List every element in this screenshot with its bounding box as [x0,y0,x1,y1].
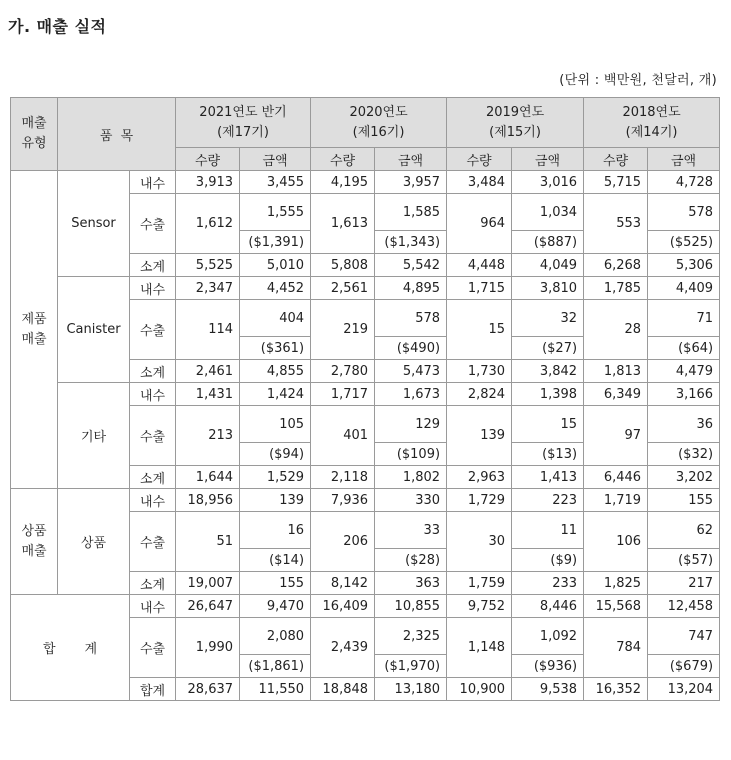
table-cell: 15,568 [584,595,648,618]
export-amount-cell: 2,325 [375,618,447,655]
table-cell: 16,352 [584,678,648,701]
row-label-export: 수출 [130,194,176,254]
item-name-cell: Canister [58,277,130,383]
table-cell: 12,458 [648,595,720,618]
table-cell: 1,717 [311,383,375,406]
table-cell: 4,195 [311,171,375,194]
export-amount-cell: 11 [512,512,584,549]
sales-table [10,97,720,701]
export-amount-cell: 1,034 [512,194,584,231]
table-row [11,171,720,194]
header-qty: 수량 [311,148,375,171]
table-cell: 3,166 [648,383,720,406]
table-cell: 4,728 [648,171,720,194]
table-cell: 1,644 [176,466,240,489]
export-qty-cell: 1,613 [311,194,375,254]
table-cell: 4,049 [512,254,584,277]
table-cell: 4,409 [648,277,720,300]
table-cell: 7,936 [311,489,375,512]
export-amount-cell: 578 [648,194,720,231]
table-cell: 10,900 [447,678,512,701]
table-cell: 233 [512,572,584,595]
sales-type-cell: 제품 매출 [11,171,58,489]
export-qty-cell: 2,439 [311,618,375,678]
table-cell: 1,431 [176,383,240,406]
table-cell: 1,729 [447,489,512,512]
export-usd-cell: ($64) [648,337,720,360]
period-sub: (제15기) [489,124,541,140]
row-label-subtotal: 소계 [130,466,176,489]
sales-type-cell: 상품 매출 [11,489,58,595]
table-cell: 18,956 [176,489,240,512]
table-cell: 1,529 [240,466,311,489]
row-label-domestic: 내수 [130,595,176,618]
period-name: 2019연도 [485,104,545,120]
export-usd-cell: ($32) [648,443,720,466]
row-label-total: 합계 [130,678,176,701]
table-cell: 11,550 [240,678,311,701]
export-amount-cell: 404 [240,300,311,337]
table-row [11,277,720,300]
table-cell: 26,647 [176,595,240,618]
table-cell: 3,957 [375,171,447,194]
export-amount-cell: 1,555 [240,194,311,231]
header-sales-type: 매출 유형 [11,98,58,171]
header-item: 품 목 [58,98,176,171]
table-row [11,489,720,512]
export-usd-cell: ($14) [240,549,311,572]
header-qty: 수량 [176,148,240,171]
table-cell: 3,810 [512,277,584,300]
table-cell: 28,637 [176,678,240,701]
table-cell: 155 [648,489,720,512]
table-cell: 4,895 [375,277,447,300]
export-qty-cell: 139 [447,406,512,466]
table-cell: 3,016 [512,171,584,194]
table-cell: 1,730 [447,360,512,383]
table-cell: 5,808 [311,254,375,277]
export-qty-cell: 51 [176,512,240,572]
table-cell: 9,538 [512,678,584,701]
table-cell: 5,525 [176,254,240,277]
table-cell: 363 [375,572,447,595]
export-qty-cell: 106 [584,512,648,572]
row-label-export: 수출 [130,618,176,678]
export-qty-cell: 1,148 [447,618,512,678]
table-cell: 6,349 [584,383,648,406]
row-label-domestic: 내수 [130,383,176,406]
table-cell: 5,715 [584,171,648,194]
header-period [176,98,311,148]
export-usd-cell: ($27) [512,337,584,360]
row-label-export: 수출 [130,512,176,572]
table-cell: 3,202 [648,466,720,489]
item-name-cell: 기타 [58,383,130,489]
export-usd-cell: ($525) [648,231,720,254]
export-qty-cell: 219 [311,300,375,360]
export-amount-cell: 32 [512,300,584,337]
unit-note: (단위 : 백만원, 천달러, 개) [559,73,717,88]
table-cell: 13,204 [648,678,720,701]
table-cell: 223 [512,489,584,512]
export-usd-cell: ($94) [240,443,311,466]
row-label-subtotal: 소계 [130,572,176,595]
table-cell: 1,715 [447,277,512,300]
table-row [11,383,720,406]
export-amount-cell: 2,080 [240,618,311,655]
export-amount-cell: 105 [240,406,311,443]
export-usd-cell: ($1,391) [240,231,311,254]
table-cell: 5,010 [240,254,311,277]
table-row [11,595,720,618]
table-cell: 18,848 [311,678,375,701]
export-qty-cell: 114 [176,300,240,360]
export-usd-cell: ($13) [512,443,584,466]
table-cell: 2,963 [447,466,512,489]
table-cell: 1,785 [584,277,648,300]
table-cell: 1,424 [240,383,311,406]
export-amount-cell: 747 [648,618,720,655]
table-cell: 1,825 [584,572,648,595]
row-label-domestic: 내수 [130,171,176,194]
period-name: 2018연도 [622,104,681,120]
table-cell: 2,824 [447,383,512,406]
table-cell: 2,780 [311,360,375,383]
export-qty-cell: 30 [447,512,512,572]
table-cell: 8,142 [311,572,375,595]
item-name-cell: Sensor [58,171,130,277]
table-cell: 5,473 [375,360,447,383]
item-name-cell: 상품 [58,489,130,595]
table-cell: 1,802 [375,466,447,489]
grand-total-label: 합 계 [11,595,130,701]
export-qty-cell: 784 [584,618,648,678]
export-usd-cell: ($887) [512,231,584,254]
table-cell: 155 [240,572,311,595]
export-usd-cell: ($1,343) [375,231,447,254]
export-usd-cell: ($1,970) [375,655,447,678]
export-qty-cell: 1,990 [176,618,240,678]
table-cell: 4,855 [240,360,311,383]
header-period [584,98,720,148]
table-cell: 1,759 [447,572,512,595]
export-amount-cell: 1,585 [375,194,447,231]
period-sub: (제17기) [217,124,269,140]
export-usd-cell: ($361) [240,337,311,360]
header-amount: 금액 [240,148,311,171]
table-cell: 1,719 [584,489,648,512]
export-qty-cell: 28 [584,300,648,360]
export-amount-cell: 71 [648,300,720,337]
export-usd-cell: ($109) [375,443,447,466]
row-label-export: 수출 [130,406,176,466]
table-cell: 1,398 [512,383,584,406]
export-amount-cell: 33 [375,512,447,549]
export-qty-cell: 15 [447,300,512,360]
period-sub: (제16기) [352,124,405,140]
table-cell: 6,268 [584,254,648,277]
period-name: 2021연도 반기 [199,104,287,120]
table-cell: 13,180 [375,678,447,701]
section-title: 가. 매출 실적 [8,17,107,36]
header-amount: 금액 [375,148,447,171]
export-usd-cell: ($1,861) [240,655,311,678]
export-qty-cell: 1,612 [176,194,240,254]
row-label-subtotal: 소계 [130,360,176,383]
export-usd-cell: ($679) [648,655,720,678]
export-usd-cell: ($28) [375,549,447,572]
export-qty-cell: 213 [176,406,240,466]
period-name: 2020연도 [349,104,408,120]
export-amount-cell: 36 [648,406,720,443]
header-amount: 금액 [512,148,584,171]
table-cell: 217 [648,572,720,595]
period-sub: (제14기) [625,124,678,140]
export-usd-cell: ($57) [648,549,720,572]
table-body [11,171,720,701]
export-qty-cell: 206 [311,512,375,572]
export-usd-cell: ($490) [375,337,447,360]
export-qty-cell: 553 [584,194,648,254]
table-cell: 1,413 [512,466,584,489]
row-label-export: 수출 [130,300,176,360]
table-cell: 1,813 [584,360,648,383]
export-amount-cell: 1,092 [512,618,584,655]
table-cell: 10,855 [375,595,447,618]
table-cell: 4,452 [240,277,311,300]
table-cell: 3,455 [240,171,311,194]
table-cell: 6,446 [584,466,648,489]
table-cell: 330 [375,489,447,512]
table-cell: 4,479 [648,360,720,383]
export-qty-cell: 401 [311,406,375,466]
row-label-domestic: 내수 [130,277,176,300]
header-amount: 금액 [648,148,720,171]
export-usd-cell: ($936) [512,655,584,678]
table-cell: 8,446 [512,595,584,618]
header-period [447,98,584,148]
export-usd-cell: ($9) [512,549,584,572]
header-qty: 수량 [584,148,648,171]
table-cell: 9,752 [447,595,512,618]
export-amount-cell: 62 [648,512,720,549]
header-qty: 수량 [447,148,512,171]
export-amount-cell: 578 [375,300,447,337]
table-cell: 2,561 [311,277,375,300]
row-label-subtotal: 소계 [130,254,176,277]
table-cell: 3,913 [176,171,240,194]
table-cell: 3,842 [512,360,584,383]
table-cell: 2,461 [176,360,240,383]
table-cell: 9,470 [240,595,311,618]
export-amount-cell: 15 [512,406,584,443]
table-cell: 19,007 [176,572,240,595]
export-qty-cell: 964 [447,194,512,254]
export-amount-cell: 129 [375,406,447,443]
export-amount-cell: 16 [240,512,311,549]
table-cell: 16,409 [311,595,375,618]
table-cell: 5,542 [375,254,447,277]
table-cell: 2,347 [176,277,240,300]
table-cell: 139 [240,489,311,512]
table-cell: 5,306 [648,254,720,277]
table-cell: 1,673 [375,383,447,406]
row-label-domestic: 내수 [130,489,176,512]
table-cell: 4,448 [447,254,512,277]
table-cell: 2,118 [311,466,375,489]
export-qty-cell: 97 [584,406,648,466]
header-period [311,98,447,148]
table-cell: 3,484 [447,171,512,194]
